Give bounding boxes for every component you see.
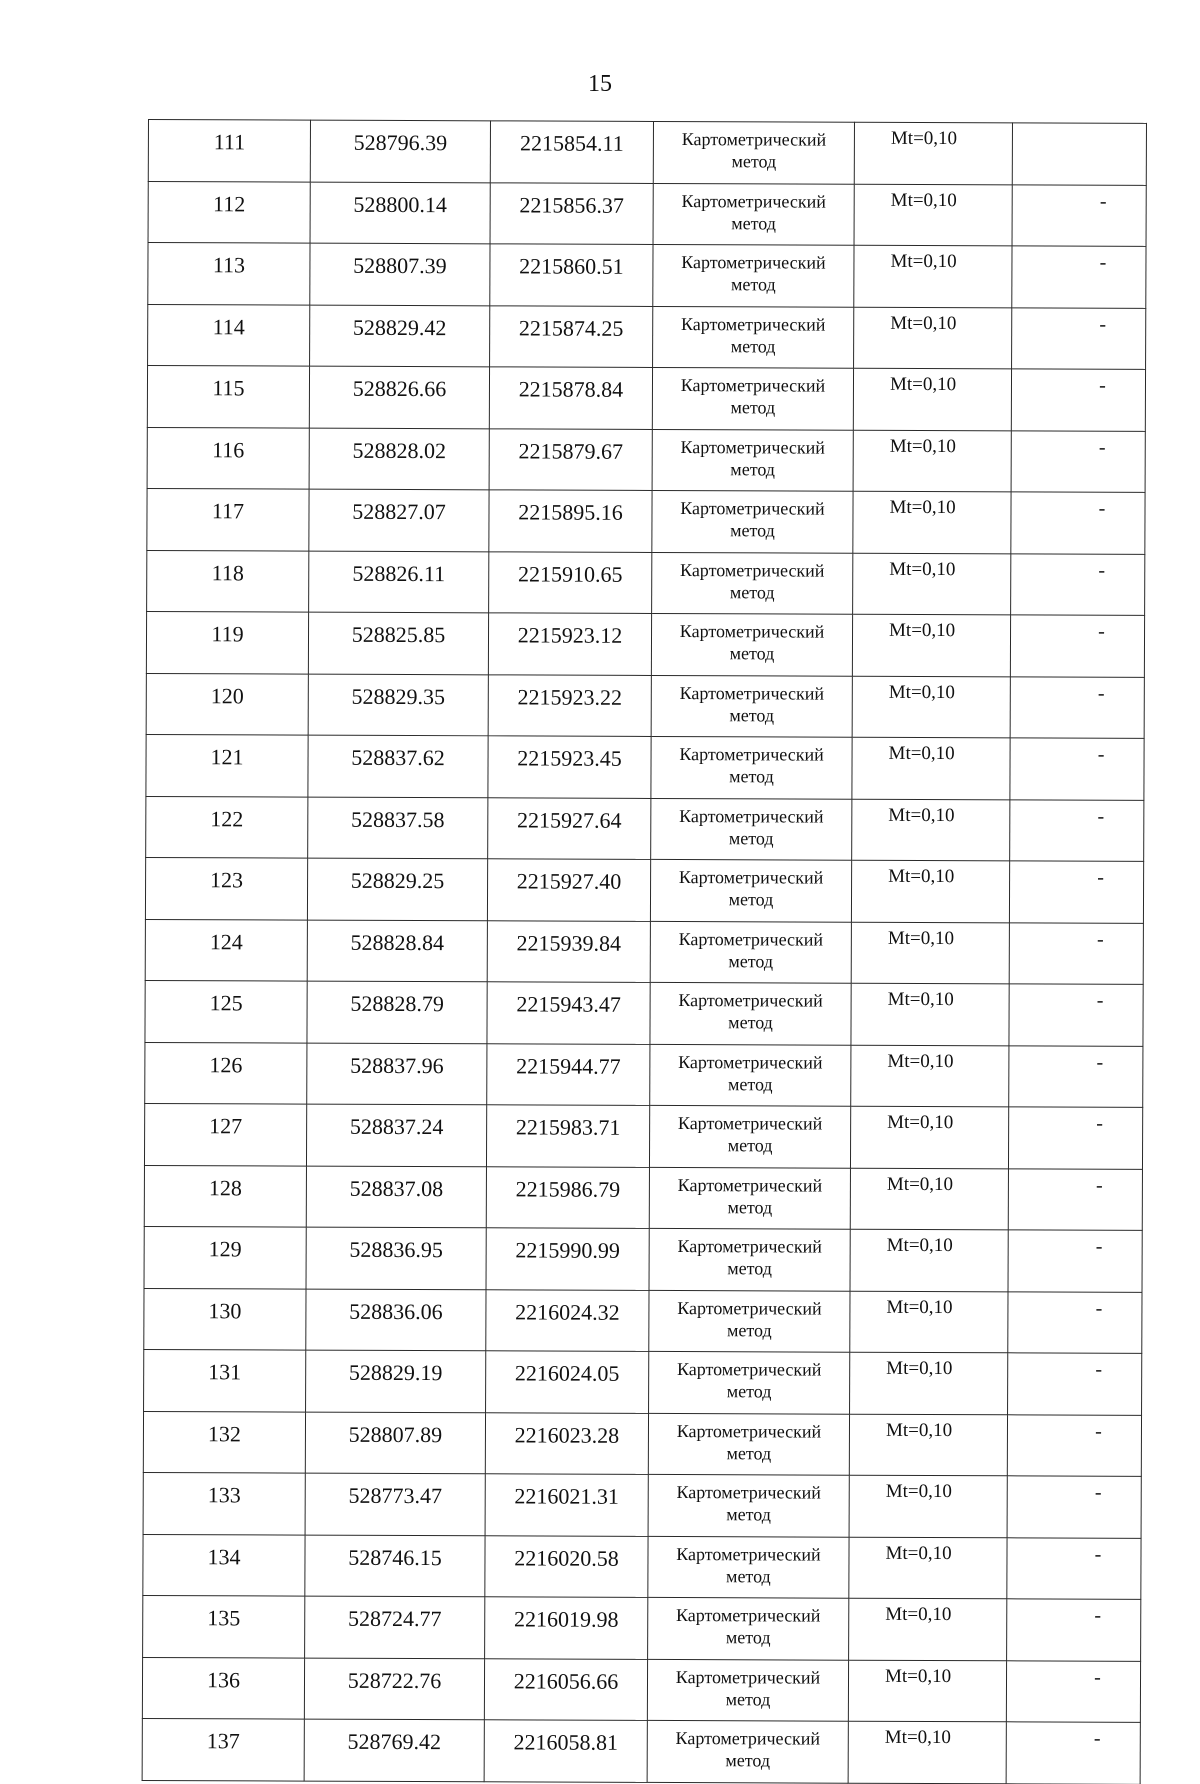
method-cell [650,921,851,983]
y-coordinate-cell: 2215943.47 [487,982,650,1044]
y-coordinate-cell: 2216020.58 [485,1535,648,1597]
x-coordinate-cell: 528837.58 [308,797,488,859]
y-coordinate-cell: 2215944.77 [487,1043,650,1105]
point-number-cell: 126 [145,1042,307,1104]
table-row [144,1288,1142,1353]
method-cell [651,736,852,798]
table-row [146,734,1144,799]
method-line-2: метод [728,1012,773,1033]
method-line-1: Картометрический [677,1297,822,1319]
point-number-cell: 131 [144,1349,306,1411]
table-row [147,427,1145,492]
x-coordinate-cell: 528826.11 [309,551,489,613]
x-coordinate-cell: 528828.79 [307,981,487,1043]
y-coordinate-cell: 2215983.71 [486,1105,649,1167]
y-coordinate-cell: 2215923.22 [488,674,651,736]
method-cell [652,367,853,429]
note-cell: - [1008,1230,1142,1292]
method-cell [653,121,854,183]
point-number-cell: 132 [143,1411,305,1473]
note-cell: - [1008,1107,1142,1169]
point-number-cell: 134 [143,1534,305,1596]
method-line-2: метод [725,1627,771,1648]
y-coordinate-cell: 2215854.11 [490,121,653,183]
method-cell [647,1720,848,1782]
method-line-2: метод [726,1381,772,1402]
method-line-1: Картометрический [679,682,825,704]
point-number-cell: 117 [147,488,309,550]
point-number-cell: 124 [145,919,307,981]
method-line-2: метод [727,1135,773,1156]
accuracy-cell: Mt=0,10 [849,1598,1007,1660]
accuracy-cell: Mt=0,10 [850,1168,1008,1230]
point-number-cell: 114 [148,304,310,366]
y-coordinate-cell: 2215874.25 [490,305,653,367]
note-cell: - [1010,738,1144,800]
x-coordinate-cell: 528825.85 [308,612,488,674]
accuracy-cell: Mt=0,10 [853,430,1011,492]
table-row [147,550,1145,615]
method-cell [651,798,852,860]
method-line-1: Картометрический [676,1420,822,1442]
method-line-1: Картометрический [681,252,826,273]
accuracy-cell: Mt=0,10 [851,922,1009,984]
y-coordinate-cell: 2215927.40 [487,859,650,921]
note-cell: - [1008,1353,1142,1415]
table-body [142,120,1146,1784]
y-coordinate-cell: 2215879.67 [489,428,652,490]
accuracy-cell: Mt=0,10 [854,307,1012,369]
point-number-cell: 129 [144,1226,306,1288]
method-line-2: метод [731,212,776,233]
point-number-cell: 115 [147,366,309,428]
method-cell [649,1290,850,1352]
method-line-1: Картометрический [676,1543,821,1565]
method-line-1: Картометрический [677,1174,823,1196]
method-line-2: метод [726,1565,771,1586]
method-line-1: Картометрический [679,621,825,642]
method-cell [652,429,853,491]
coordinates-table [142,119,1147,1784]
method-line-1: Картометрический [675,1728,821,1749]
y-coordinate-cell: 2216024.32 [486,1289,649,1351]
table-row [148,120,1146,185]
accuracy-cell: Mt=0,10 [850,1229,1008,1291]
note-cell: - [1011,553,1145,615]
x-coordinate-cell: 528836.06 [306,1289,486,1351]
page-number: 15 [588,71,612,97]
accuracy-cell: Mt=0,10 [850,1352,1008,1414]
method-cell [652,552,853,614]
x-coordinate-cell: 528807.89 [305,1412,485,1474]
method-cell [649,1351,850,1413]
method-cell [647,1659,848,1721]
table-row [148,181,1146,246]
note-cell: - [1009,922,1143,984]
note-cell: - [1010,676,1144,738]
x-coordinate-cell: 528800.14 [310,182,490,244]
note-cell: - [1012,184,1146,246]
table-row [146,611,1144,676]
x-coordinate-cell: 528807.39 [310,243,490,305]
table-row [146,673,1144,738]
point-number-cell: 130 [144,1288,306,1350]
method-line-2: метод [729,581,775,602]
x-coordinate-cell: 528826.66 [309,366,489,428]
point-number-cell: 133 [143,1472,305,1534]
method-line-2: метод [730,520,775,541]
note-cell: - [1007,1414,1141,1476]
method-line-2: метод [727,1196,773,1217]
accuracy-cell: Mt=0,10 [851,860,1009,922]
method-cell [652,490,853,552]
coordinates-table-container [142,119,1146,1784]
table-row [148,304,1146,369]
method-line-1: Картометрический [678,990,823,1011]
method-line-1: Картометрический [680,436,825,458]
method-line-2: метод [728,950,774,971]
note-cell: - [1012,246,1146,308]
table-row [148,243,1146,308]
note-cell [1012,123,1146,185]
y-coordinate-cell: 2215939.84 [487,920,650,982]
point-number-cell: 122 [146,796,308,858]
point-number-cell: 118 [147,550,309,612]
y-coordinate-cell: 2216058.81 [484,1720,647,1782]
method-cell [653,306,854,368]
method-line-1: Картометрический [677,1236,822,1257]
table-row [143,1472,1141,1537]
table-row [145,1042,1143,1107]
point-number-cell: 136 [142,1657,304,1719]
method-line-2: метод [730,397,776,418]
method-line-2: метод [729,704,775,725]
point-number-cell: 120 [146,673,308,735]
point-number-cell: 119 [146,611,308,673]
y-coordinate-cell: 2216023.28 [485,1412,648,1474]
table-row [143,1411,1141,1476]
point-number-cell: 111 [148,120,310,182]
table-row [144,1349,1142,1414]
method-line-2: метод [728,827,774,848]
method-cell [650,1044,851,1106]
table-row [145,857,1143,922]
x-coordinate-cell: 528836.95 [306,1227,486,1289]
x-coordinate-cell: 528769.42 [304,1719,484,1781]
note-cell: - [1007,1537,1141,1599]
accuracy-cell: Mt=0,10 [849,1475,1007,1537]
method-cell [648,1474,849,1536]
x-coordinate-cell: 528773.47 [305,1473,485,1535]
method-cell [653,244,854,306]
method-line-1: Картометрический [679,805,824,827]
method-line-2: метод [727,1073,773,1094]
note-cell: - [1007,1476,1141,1538]
y-coordinate-cell: 2215856.37 [490,182,653,244]
accuracy-cell: Mt=0,10 [853,491,1011,553]
method-line-1: Картометрический [677,1113,823,1134]
method-line-2: метод [725,1688,771,1709]
method-line-2: метод [729,643,775,664]
y-coordinate-cell: 2215990.99 [486,1228,649,1290]
method-cell [648,1413,849,1475]
accuracy-cell: Mt=0,10 [853,368,1011,430]
x-coordinate-cell: 528829.42 [310,305,490,367]
note-cell: - [1006,1660,1140,1722]
method-line-2: метод [728,889,774,910]
point-number-cell: 125 [145,980,307,1042]
accuracy-cell: Mt=0,10 [850,1291,1008,1353]
point-number-cell: 137 [142,1718,304,1780]
method-cell [649,1105,850,1167]
method-line-1: Картометрический [678,928,824,950]
y-coordinate-cell: 2215923.12 [488,613,651,675]
x-coordinate-cell: 528828.84 [307,920,487,982]
method-line-2: метод [730,458,776,479]
x-coordinate-cell: 528829.25 [307,858,487,920]
point-number-cell: 135 [143,1595,305,1657]
accuracy-cell: Mt=0,10 [851,983,1009,1045]
table-row [143,1595,1141,1660]
table-row [143,1534,1141,1599]
note-cell: - [1011,492,1145,554]
point-number-cell: 127 [144,1103,306,1165]
accuracy-cell: Mt=0,10 [852,676,1010,738]
note-cell: - [1009,984,1143,1046]
table-row [147,488,1145,553]
point-number-cell: 121 [146,734,308,796]
note-cell: - [1010,615,1144,677]
method-cell [651,675,852,737]
y-coordinate-cell: 2215878.84 [489,367,652,429]
accuracy-cell: Mt=0,10 [853,553,1011,615]
note-cell: - [1009,1045,1143,1107]
method-line-1: Картометрический [675,1666,821,1688]
x-coordinate-cell: 528829.19 [306,1350,486,1412]
table-row [147,366,1145,431]
x-coordinate-cell: 528837.62 [308,735,488,797]
point-number-cell: 128 [144,1165,306,1227]
y-coordinate-cell: 2216019.98 [485,1597,648,1659]
accuracy-cell: Mt=0,10 [851,1045,1009,1107]
note-cell: - [1006,1722,1140,1784]
method-cell [648,1536,849,1598]
x-coordinate-cell: 528746.15 [305,1535,485,1597]
point-number-cell: 112 [148,181,310,243]
x-coordinate-cell: 528724.77 [305,1596,485,1658]
method-line-2: метод [731,274,776,295]
y-coordinate-cell: 2216024.05 [486,1351,649,1413]
note-cell: - [1008,1168,1142,1230]
table-row [145,919,1143,984]
y-coordinate-cell: 2216021.31 [485,1474,648,1536]
accuracy-cell: Mt=0,10 [848,1721,1006,1783]
y-coordinate-cell: 2215986.79 [486,1166,649,1228]
accuracy-cell: Mt=0,10 [852,737,1010,799]
note-cell: - [1012,307,1146,369]
method-line-2: метод [730,335,776,356]
x-coordinate-cell: 528722.76 [304,1658,484,1720]
note-cell: - [1010,799,1144,861]
accuracy-cell: Mt=0,10 [852,799,1010,861]
y-coordinate-cell: 2216056.66 [484,1658,647,1720]
point-number-cell: 116 [147,427,309,489]
method-line-1: Картометрический [680,498,825,519]
y-coordinate-cell: 2215860.51 [490,244,653,306]
accuracy-cell: Mt=0,10 [854,245,1012,307]
note-cell: - [1007,1599,1141,1661]
accuracy-cell: Mt=0,10 [850,1106,1008,1168]
method-cell [653,183,854,245]
method-line-1: Картометрический [680,559,825,581]
method-line-1: Картометрический [679,744,824,765]
note-cell: - [1011,369,1145,431]
method-cell [650,982,851,1044]
y-coordinate-cell: 2215927.64 [488,797,651,859]
method-cell [649,1228,850,1290]
method-line-2: метод [729,766,774,787]
method-line-2: метод [725,1750,771,1771]
method-cell [648,1597,849,1659]
y-coordinate-cell: 2215910.65 [489,551,652,613]
note-cell: - [1008,1291,1142,1353]
method-line-1: Картометрический [678,1051,823,1073]
method-line-2: метод [726,1442,772,1463]
x-coordinate-cell: 528837.24 [306,1104,486,1166]
accuracy-cell: Mt=0,10 [849,1537,1007,1599]
method-line-1: Картометрический [678,867,824,888]
y-coordinate-cell: 2215895.16 [489,490,652,552]
table-row [142,1657,1140,1722]
method-cell [649,1167,850,1229]
method-cell [650,859,851,921]
x-coordinate-cell: 528837.96 [307,1043,487,1105]
table-row [146,796,1144,861]
method-line-1: Картометрический [680,313,826,335]
accuracy-cell: Mt=0,10 [848,1660,1006,1722]
x-coordinate-cell: 528827.07 [309,489,489,551]
x-coordinate-cell: 528828.02 [309,428,489,490]
table-row [144,1165,1142,1230]
method-line-2: метод [731,151,777,172]
accuracy-cell: Mt=0,10 [849,1414,1007,1476]
point-number-cell: 123 [145,857,307,919]
method-line-2: метод [726,1504,772,1525]
method-line-1: Картометрический [676,1482,821,1503]
note-cell: - [1009,861,1143,923]
x-coordinate-cell: 528796.39 [310,120,490,182]
accuracy-cell: Mt=0,10 [854,184,1012,246]
accuracy-cell: Mt=0,10 [854,122,1012,184]
table-row [142,1718,1140,1783]
table-row [144,1103,1142,1168]
accuracy-cell: Mt=0,10 [852,614,1010,676]
method-line-1: Картометрический [676,1359,822,1380]
method-cell [651,613,852,675]
method-line-2: метод [727,1258,772,1279]
note-cell: - [1011,430,1145,492]
table-row [144,1226,1142,1291]
x-coordinate-cell: 528829.35 [308,674,488,736]
y-coordinate-cell: 2215923.45 [488,736,651,798]
method-line-1: Картометрический [676,1605,821,1626]
x-coordinate-cell: 528837.08 [306,1166,486,1228]
method-line-1: Картометрический [681,129,827,150]
method-line-2: метод [726,1319,772,1340]
method-line-1: Картометрический [680,375,826,396]
point-number-cell: 113 [148,243,310,305]
table-row [145,980,1143,1045]
method-line-1: Картометрический [681,190,826,212]
